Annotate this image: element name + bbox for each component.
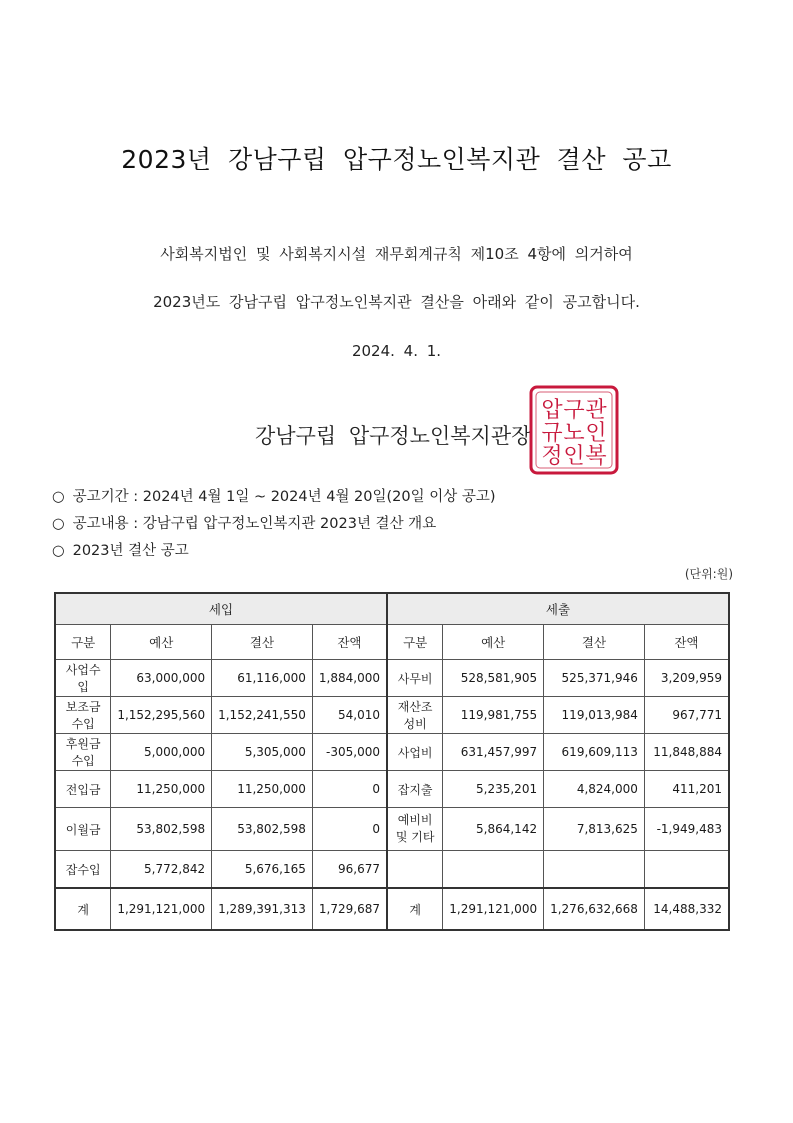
table-cell: 잡수입 [55,851,111,889]
table-cell: 재산조성비 [387,697,443,734]
bullet-content [52,512,436,533]
table-cell: -1,949,483 [644,808,729,851]
table-cell: 7,813,625 [544,808,645,851]
table-cell [644,851,729,889]
table-cell: 5,864,142 [443,808,544,851]
table-cell: 예비비 및 기타 [387,808,443,851]
table-cell [544,851,645,889]
table-row [55,734,729,771]
table-cell: 0 [312,771,387,808]
expense-group-header: 세출 [387,593,729,625]
table-cell: 61,116,000 [212,660,313,697]
seal-glyph: 구 [563,398,585,423]
table-cell [443,851,544,889]
table-cell: 1,276,632,668 [544,888,645,930]
table-cell: 사무비 [387,660,443,697]
table-cell: 119,013,984 [544,697,645,734]
seal-glyph: 정 [541,444,563,469]
table-total-row [55,888,729,930]
table-cell: 5,676,165 [212,851,313,889]
table-cell: 0 [312,808,387,851]
table-cell: 1,729,687 [312,888,387,930]
intro-line-2: 2023년도 강남구립 압구정노인복지관 결산을 아래와 같이 공고합니다. [153,293,640,311]
table-cell: 1,289,391,313 [212,888,313,930]
table-cell: 1,884,000 [312,660,387,697]
table-cell: 53,802,598 [111,808,212,851]
intro-line-1: 사회복지법인 및 사회복지시설 재무회계규칙 제10조 4항에 의거하여 [160,245,633,263]
official-seal [528,384,620,476]
table-cell: 계 [55,888,111,930]
bullet-text: 공고기간 : 2024년 4월 1일 ~ 2024년 4월 20일(20일 이상 공고) [72,489,496,505]
table-cell: 63,000,000 [111,660,212,697]
table-cell: 전입금 [55,771,111,808]
seal-glyph: 관 [585,398,607,423]
column-header: 예산 [443,625,544,660]
bullet-text: 2023년 결산 공고 [72,543,189,559]
table-cell: 11,848,884 [644,734,729,771]
table-cell: 사업비 [387,734,443,771]
bullet-period [52,485,496,506]
bullet-marker: ○ [52,516,65,532]
table-cell: 보조금수입 [55,697,111,734]
table-cell: 631,457,997 [443,734,544,771]
table-cell: 525,371,946 [544,660,645,697]
announcement-date: 2024. 4. 1. [351,342,442,360]
table-cell: 11,250,000 [111,771,212,808]
table-cell: 1,152,295,560 [111,697,212,734]
table-cell: 4,824,000 [544,771,645,808]
column-header: 구분 [387,625,443,660]
table-cell: 96,677 [312,851,387,889]
table-cell: 1,291,121,000 [111,888,212,930]
settlement-table [54,592,730,931]
seal-glyph: 노 [563,421,585,446]
table-cell: 5,305,000 [212,734,313,771]
seal-glyph: 압 [541,398,563,423]
table-cell: 사업수입 [55,660,111,697]
table-row [55,851,729,889]
revenue-group-header: 세입 [55,593,387,625]
table-cell: 3,209,959 [644,660,729,697]
table-cell: 619,609,113 [544,734,645,771]
page-title: 2023년 강남구립 압구정노인복지관 결산 공고 [121,145,672,174]
seal-glyph: 복 [585,444,607,469]
table-cell: 14,488,332 [644,888,729,930]
seal-glyph: 인 [585,421,607,446]
table-row [55,697,729,734]
table-cell: 119,981,755 [443,697,544,734]
column-header: 결산 [212,625,313,660]
table-cell: 이월금 [55,808,111,851]
table-cell: 잡지출 [387,771,443,808]
table-cell: 411,201 [644,771,729,808]
table-cell: 11,250,000 [212,771,313,808]
seal-glyph: 규 [541,421,563,446]
column-header: 예산 [111,625,212,660]
column-header: 잔액 [312,625,387,660]
table-row [55,660,729,697]
table-row [55,808,729,851]
bullet-settlement [52,539,189,560]
column-header: 구분 [55,625,111,660]
table-cell: 528,581,905 [443,660,544,697]
table-cell: 53,802,598 [212,808,313,851]
table-cell: 5,235,201 [443,771,544,808]
table-cell: 1,152,241,550 [212,697,313,734]
table-cell: 1,291,121,000 [443,888,544,930]
table-cell [387,851,443,889]
table-cell: 967,771 [644,697,729,734]
table-cell: 계 [387,888,443,930]
table-cell: 5,772,842 [111,851,212,889]
organization-signature: 강남구립 압구정노인복지관장 [255,424,532,448]
table-row [55,771,729,808]
unit-label: (단위:원) [684,567,733,581]
table-cell: 5,000,000 [111,734,212,771]
table-cell: 후원금수입 [55,734,111,771]
column-header: 결산 [544,625,645,660]
table-cell: 54,010 [312,697,387,734]
table-cell: -305,000 [312,734,387,771]
bullet-text: 공고내용 : 강남구립 압구정노인복지관 2023년 결산 개요 [72,516,437,532]
bullet-marker: ○ [52,543,65,559]
bullet-marker: ○ [52,489,65,505]
column-header: 잔액 [644,625,729,660]
seal-glyph: 인 [563,444,585,469]
